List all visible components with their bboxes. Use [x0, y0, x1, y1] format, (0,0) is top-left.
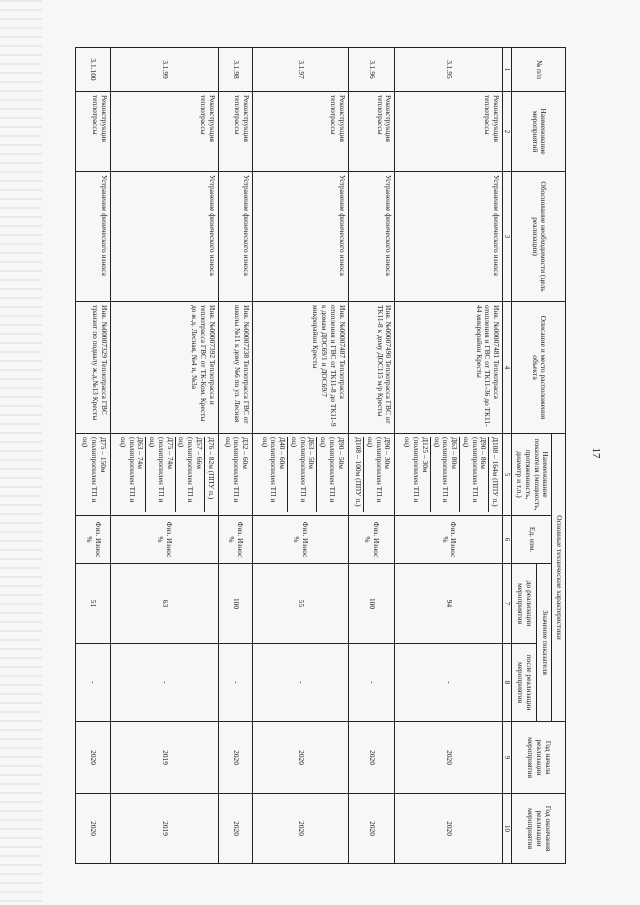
- param-line: Д75 – 150м (полипропилен ТП и оц): [81, 437, 108, 503]
- row-reason: Устранение физического износа: [218, 172, 253, 302]
- param-line: Д90 – 30м (полипропилен ТП и оц): [363, 437, 392, 512]
- row-before: 51: [76, 564, 111, 644]
- col-number: 8: [503, 644, 512, 722]
- row-after: -: [76, 644, 111, 722]
- param-line: Д75 – 74м (полипропилен ТП и оц): [145, 437, 174, 512]
- row-name: Реконструкция теплотрассы: [110, 92, 218, 172]
- row-num: 3.1.99: [110, 48, 218, 92]
- row-num: 3.1.97: [253, 48, 348, 92]
- row-reason: Устранение физического износа: [395, 172, 503, 302]
- row-reason: Устранение физического износа: [253, 172, 348, 302]
- param-line: Д57 – 66м (полипропилен ТП и оц): [175, 437, 204, 512]
- row-start-year: 2019: [110, 722, 218, 794]
- row-parameters: [348, 434, 395, 516]
- row-name: Реконструкция теплотрассы: [218, 92, 253, 172]
- row-start-year: 2020: [76, 722, 111, 794]
- row-description: Инв. №00007329 Теплотрасса ГВС транзит по подвалу ж.д.№13 Кресты: [76, 302, 111, 434]
- column-number-row: [503, 48, 512, 864]
- header-description: Описание и место расположения объекта: [512, 302, 566, 434]
- row-num: 3.1.98: [218, 48, 253, 92]
- table-row: [348, 48, 395, 864]
- row-num: 3.1.100: [76, 48, 111, 92]
- row-before: 100: [348, 564, 395, 644]
- row-name: Реконструкция теплотрассы: [76, 92, 111, 172]
- header-end-year: Год окончания реализации мероприятия: [512, 794, 566, 864]
- table-row: [218, 48, 253, 864]
- row-parameters: [110, 434, 218, 516]
- row-start-year: 2020: [218, 722, 253, 794]
- row-unit: Физ. Износ %: [395, 516, 503, 564]
- header-start-year: Год начала реализации мероприятия: [512, 722, 566, 794]
- header-parameter: Наименование показателя (мощность, протяженность, диаметр и т.п.): [512, 434, 552, 516]
- header-num: № п/п: [512, 48, 566, 92]
- row-start-year: 2020: [253, 722, 348, 794]
- row-after: -: [218, 644, 253, 722]
- row-end-year: 2020: [348, 794, 395, 864]
- param-line: Д63 – 74м (полипропилен ТП и оц): [118, 437, 146, 503]
- row-unit: Физ. Износ %: [348, 516, 395, 564]
- row-before: 100: [218, 564, 253, 644]
- col-number: 1: [503, 48, 512, 92]
- row-num: 3.1.95: [395, 48, 503, 92]
- row-before: 55: [253, 564, 348, 644]
- col-number: 7: [503, 564, 512, 644]
- table-row: [76, 48, 111, 864]
- scan-edge-noise: [0, 0, 42, 905]
- header-unit: Ед. изм.: [512, 516, 552, 564]
- param-line: Д63 – 80м (полипропилен ТП и оц): [430, 437, 459, 512]
- row-end-year: 2019: [110, 794, 218, 864]
- row-after: -: [110, 644, 218, 722]
- header-reason: Обоснование необходимости (цель реализации): [512, 172, 566, 302]
- row-description: Инв. №00007238 Теплотрасса ГВС от школы №11 к дому №6 по ул. Лесная: [218, 302, 253, 434]
- row-description: Инв. №00007481 Теплотрасса отопления и ГВС от ТК11-36 до ТК11-44 микрорайон Кресты: [395, 302, 503, 434]
- row-parameters: [218, 434, 253, 516]
- row-after: -: [395, 644, 503, 722]
- row-description: Инв. №00007487 Теплотрасса отопления и ГВС от ТК11-8 до ТК11-9 к домам ДОС69/1 и ДОС69/7 микрорайон Кресты: [253, 302, 348, 434]
- row-reason: Устранение физического износа: [348, 172, 395, 302]
- row-name: Реконструкция теплотрассы: [348, 92, 395, 172]
- param-line: Д108 – 164м (ППУ п.): [488, 437, 500, 512]
- header-tech: Основные технические характеристики: [552, 434, 566, 722]
- param-line: Д40 – 60м (полипропилен ТП и оц): [260, 437, 288, 503]
- col-number: 9: [503, 722, 512, 794]
- row-reason: Устранение физического износа: [110, 172, 218, 302]
- row-end-year: 2020: [395, 794, 503, 864]
- col-number: 10: [503, 794, 512, 864]
- col-number: 2: [503, 92, 512, 172]
- row-end-year: 2020: [76, 794, 111, 864]
- param-line: Д125 – 30м (полипропилен ТП и оц): [403, 437, 430, 503]
- row-name: Реконструкция теплотрассы: [395, 92, 503, 172]
- col-number: 3: [503, 172, 512, 302]
- col-number: 4: [503, 302, 512, 434]
- row-end-year: 2020: [218, 794, 253, 864]
- row-reason: Устранение физического износа: [76, 172, 111, 302]
- row-parameters: [395, 434, 503, 516]
- table-row: [110, 48, 218, 864]
- row-before: 94: [395, 564, 503, 644]
- rotated-table-frame: [79, 47, 566, 863]
- param-line: Д76 – 82м (ППУ п.): [204, 437, 216, 512]
- row-description: Инв. №00007490 Теплотрасса ГВС от ТК11-8 к дому ДОС115 м/р Кресты: [348, 302, 395, 434]
- header-values: Значение показателя: [537, 564, 552, 722]
- row-after: -: [348, 644, 395, 722]
- row-name: Реконструкция теплотрассы: [253, 92, 348, 172]
- measures-table: [75, 47, 566, 864]
- page-number: 17: [590, 447, 602, 459]
- row-unit: Физ. Износ %: [76, 516, 111, 564]
- header-before: до реализации мероприятия: [512, 564, 537, 644]
- row-end-year: 2020: [253, 794, 348, 864]
- table-row: [253, 48, 348, 864]
- row-after: -: [253, 644, 348, 722]
- param-line: Д90 – 86м (полипропилен ТП и оц): [459, 437, 488, 512]
- row-unit: Физ. Износ %: [218, 516, 253, 564]
- row-parameters: [253, 434, 348, 516]
- param-line: Д63 – 50м (полипропилен ТП и оц): [287, 437, 316, 512]
- row-before: 63: [110, 564, 218, 644]
- param-line: Д32 – 60м (полипропилен ТП и оц): [223, 437, 251, 503]
- row-start-year: 2020: [348, 722, 395, 794]
- row-parameters: [76, 434, 111, 516]
- row-start-year: 2020: [395, 722, 503, 794]
- table-row: [395, 48, 503, 864]
- table-container: [79, 47, 566, 863]
- col-number: 5: [503, 434, 512, 516]
- row-unit: Физ. Износ %: [253, 516, 348, 564]
- col-number: 6: [503, 516, 512, 564]
- header-after: после реализации мероприятия: [512, 644, 537, 722]
- row-description: Инв. №00007392 Теплотрасса и теплотрасса ГВС от ТК-Ком. Кресты до ж.д. Лесная, №4 и, №3а: [110, 302, 218, 434]
- row-num: 3.1.96: [348, 48, 395, 92]
- param-line: Д90 – 50м (полипропилен ТП и оц): [316, 437, 345, 512]
- header-name: Наименование мероприятий: [512, 92, 566, 172]
- row-unit: Физ. Износ %: [110, 516, 218, 564]
- param-line: Д108 – 100м (ППУ п.): [354, 437, 364, 507]
